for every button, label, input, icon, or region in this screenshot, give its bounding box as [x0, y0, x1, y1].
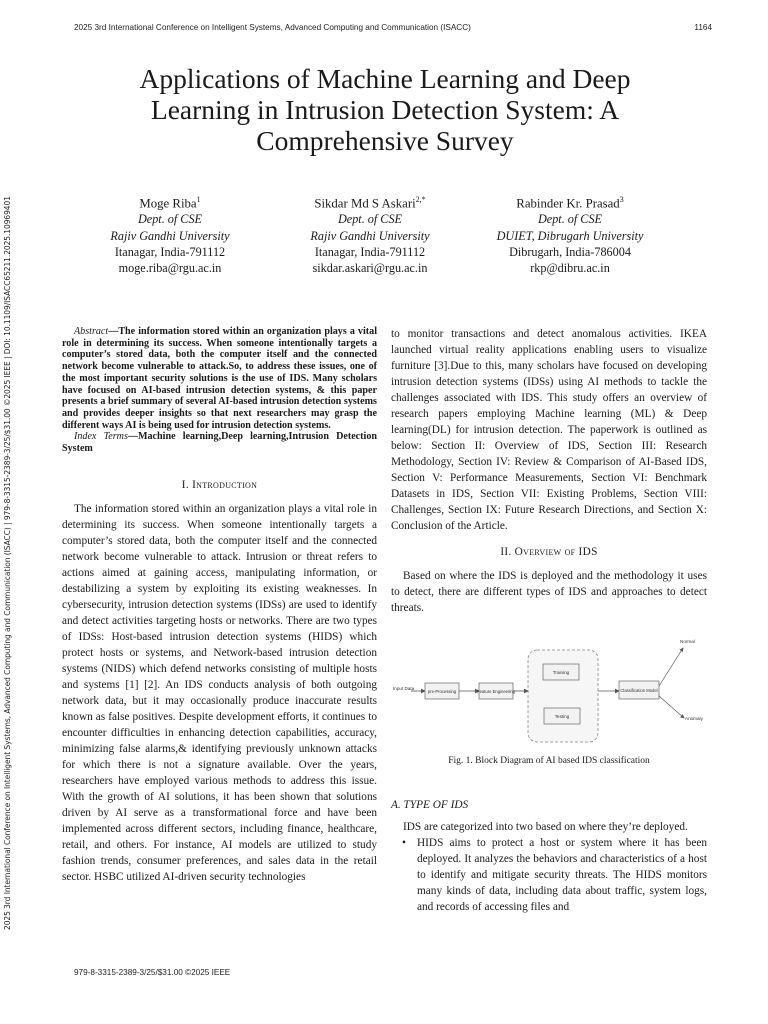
side-doi-note: 2025 3rd International Conference on Intelligent Systems, Advanced Computing and Communication (ISACC) | 979-8-3315-2389-3/25/$31.00 ©2025 IEEE | DOI: 10.1109/ISACC65211.2025.10969401 [2, 196, 12, 930]
figure-caption: Fig. 1. Block Diagram of AI based IDS classification [448, 756, 650, 766]
preprocessing-label: pre-Processing [427, 689, 457, 694]
index-terms-lead: Index Terms [74, 431, 128, 443]
classification-model-label: Classification Model [620, 688, 658, 693]
author-email: rkp@dibru.ac.in [530, 261, 610, 276]
author-name: Rabinder Kr. Prasad [516, 196, 620, 211]
feature-engineering-label: Feature Engineering [477, 689, 515, 694]
running-header [74, 23, 712, 32]
author-university: DUIET, Dibrugarh University [496, 228, 644, 243]
author-university: Rajiv Gandhi University [310, 228, 430, 243]
normal-label: Normal [680, 639, 695, 644]
author-dept: Dept. of CSE [138, 212, 202, 227]
testing-label: Testing [554, 714, 570, 719]
author-university: Rajiv Gandhi University [110, 228, 230, 243]
author-1 [70, 192, 270, 276]
introduction-continuation: to monitor transactions and detect anomalous activities. IKEA launched virtual reality applications enabling users to visualize furniture [3].Due to this, many scholars have focused on developing intrusion detection systems (IDSs) using AI methods to tackle the challenges associated with IDS. This study offers an overview of research papers employing Machine learning (ML) & Deep learning(DL) for intrusion detection. The paperwork is outlined as below: Section II: Overview of IDS, Section III: Research Methodology, Section IV: Review & Comparison of AI-Based IDS, Section V: Performance Measurements, Section VI: Benchmark Datasets in IDS, Section VII: Existing Problems, Section VIII: Challenges, Section IX: Future Research Directions, and Section X: Conclusion of the Article. [391, 328, 707, 532]
author-name: Sikdar Md S Askari [314, 196, 416, 211]
author-2 [270, 192, 470, 276]
training-label: Training [552, 670, 570, 675]
ids-block-diagram [391, 634, 707, 744]
index-terms [62, 431, 377, 454]
abstract-lead: Abstract [74, 326, 109, 337]
author-city: Dibrugarh, India-786004 [509, 244, 631, 259]
author-affiliation-mark: 2,* [415, 195, 426, 204]
subsection-heading-type-of-ids: A. TYPE OF IDS [391, 799, 469, 811]
author-dept: Dept. of CSE [338, 212, 402, 227]
author-city: Itanagar, India-791112 [114, 244, 226, 259]
author-affiliation-mark: 1 [196, 195, 201, 204]
author-affiliation-mark: 3 [619, 195, 624, 204]
type-of-ids-paragraph: IDS are categorized into two based on where they’re deployed. [403, 821, 688, 833]
anomaly-label: Anomaly [685, 716, 703, 721]
author-city: Itanagar, India-791112 [314, 244, 426, 259]
left-column [62, 326, 377, 885]
page-number: 1164 [694, 23, 712, 32]
page-footer: 979-8-3315-2389-3/25/$31.00 ©2025 IEEE [74, 968, 231, 977]
author-name: Moge Riba [139, 196, 197, 211]
author-dept: Dept. of CSE [538, 212, 602, 227]
abstract [62, 326, 377, 431]
introduction-paragraph: The information stored within an organization plays a vital role in determining its success. When someone intentionally targets a computer’s stored data, both the computer itself and the connected network become vulnerable to attack. Intrusion or threat refers to actions aimed at gaining access, manipulating information, or destabilizing a system by exploiting its existing weaknesses. In cybersecurity, intrusion detection systems (IDSs) are used to identify and detect activities targeting hosts or networks. There are two types of IDSs: Host-based intrusion detection systems (HIDS) which protect hosts or systems, and Network-based intrusion detection systems (NIDS) which defend networks consisting of multiple hosts and systems [1] [2]. An IDS conducts analysis of both outgoing network data, but it may occasionally produce inaccurate results known as false positives. Despite development efforts, it continues to encounter difficulties in enhancing detection capabilities, accuracy, minimizing false alarms,& identifying previously unknown attacks for which there is not a signature available. Over the years, researchers have employed various methods to address this issue. With the growth of AI solutions, it has been shown that solutions driven by AI serve as a transformational force and have been implemented across different sectors, including finance, healthcare, retail, and others. For instance, AI models are utilized to study fashion trends, consumer preferences, and sales data in the retail sector. HSBC utilized AI-driven security technologies [62, 502, 377, 883]
overview-paragraph: Based on where the IDS is deployed and the methodology it uses to detect, there are different types of IDS and approaches to detect threats. [391, 570, 707, 614]
author-email: moge.riba@rgu.ac.in [118, 261, 222, 276]
author-3 [470, 192, 670, 276]
author-email: sikdar.askari@rgu.ac.in [312, 261, 428, 276]
abstract-text: —The information stored within an organization plays a vital role in determining its success. When someone intentionally targets a computer’s stored data, both the computer itself and the connected network become vulnerable to attack.So, to address these issues, one of the most important security solutions is the use of IDS. Many scholars have focused on AI-based intrusion detection systems, & this paper presents a brief summary of several AI-based intrusion detection systems and provides deeper insights so that next researchers may grasp the different ways AI is being used for intrusion detection systems. [62, 326, 377, 431]
index-terms-text: —Machine learning,Deep learning,Intrusion Detection System [62, 431, 377, 455]
input-data-label: Input Data [393, 686, 415, 691]
right-column-lower [391, 797, 707, 915]
list-item: • HIDS aims to protect a host or system where it has been deployed. It analyzes the behaviors and characteristics of a host to identify and mitigate security threats. The HIDS monitors many kinds of data, including data about traffic, system logs, and records of accessing files and [405, 835, 707, 915]
paper-title: Applications of Machine Learning and Deep Learning in Intrusion Detection System: A Comprehensive Survey [139, 63, 631, 156]
section-heading-overview: II. Overview of IDS [500, 546, 598, 558]
section-heading-introduction: I. Introduction [181, 478, 258, 491]
right-column [391, 326, 707, 616]
ids-type-list [391, 835, 707, 915]
conference-name: 2025 3rd International Conference on Intelligent Systems, Advanced Computing and Communication (ISACC) [74, 23, 471, 32]
